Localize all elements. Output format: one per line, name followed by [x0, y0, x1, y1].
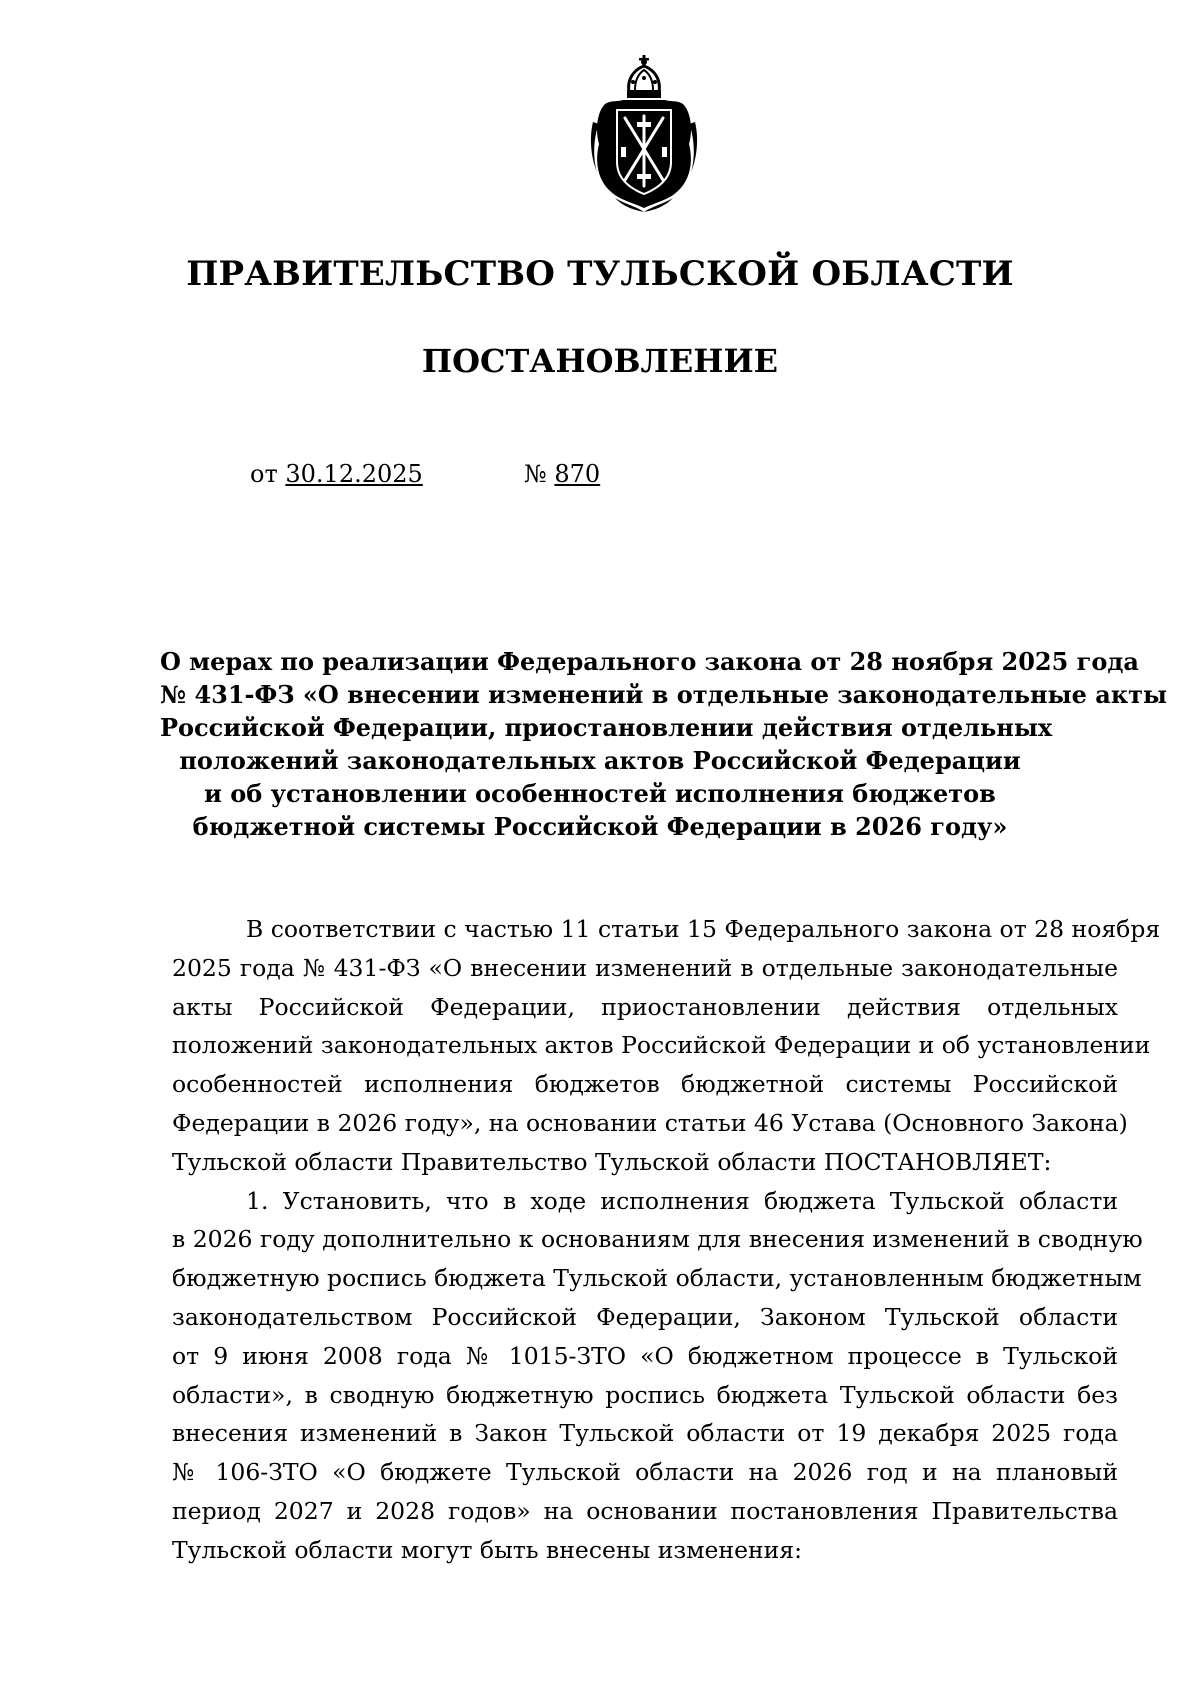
- body-line: В соответствии с частью 11 статьи 15 Федерального закона от 28 ноября: [246, 915, 1161, 943]
- document-subject: [160, 645, 1168, 843]
- body-line: Тульской области Правительство Тульской области ПОСТАНОВЛЯЕТ:: [172, 1147, 1052, 1176]
- body-line: особенностей исполнения бюджетов бюджетной системы Российской: [172, 1070, 1118, 1099]
- document-body: [172, 910, 1161, 1570]
- body-line: бюджетную роспись бюджета Тульской области, установленным бюджетным: [172, 1264, 1142, 1293]
- document-type: ПОСТАНОВЛЕНИЕ: [421, 342, 779, 380]
- body-line: Тульской области могут быть внесены изменения:: [172, 1535, 803, 1564]
- body-line: акты Российской Федерации, приостановлении действия отдельных: [172, 992, 1118, 1021]
- body-line: в 2026 году дополнительно к основаниям для внесения изменений в сводную: [172, 1225, 1143, 1254]
- body-line: положений законодательных актов Российской Федерации и об установлении: [172, 1031, 1151, 1060]
- number-prefix: №: [524, 460, 547, 488]
- document-number: [524, 460, 600, 488]
- tula-coat-of-arms-icon: [585, 52, 703, 212]
- body-line: от 9 июня 2008 года № 1015-ЗТО «О бюджетном процессе в Тульской: [172, 1341, 1118, 1370]
- body-line: законодательством Российской Федерации, Законом Тульской области: [172, 1302, 1118, 1331]
- subject-line: Российской Федерации, приостановлении действия отдельных: [160, 713, 1053, 742]
- body-line: 2025 года № 431-ФЗ «О внесении изменений в отдельные законодательные: [172, 953, 1118, 982]
- subject-line: бюджетной системы Российской Федерации в 2026 году»: [192, 812, 1008, 841]
- body-line: Федерации в 2026 году», на основании статьи 46 Устава (Основного Закона): [172, 1108, 1128, 1137]
- clause-1-paragraph: [172, 1182, 1143, 1570]
- document-date: [250, 460, 423, 488]
- date-prefix: от: [250, 460, 278, 488]
- subject-line: № 431-ФЗ «О внесении изменений в отдельные законодательные акты: [160, 680, 1168, 709]
- preamble-paragraph: [172, 910, 1161, 1182]
- subject-line: и об установлении особенностей исполнения бюджетов: [204, 779, 996, 808]
- government-title: ПРАВИТЕЛЬСТВО ТУЛЬСКОЙ ОБЛАСТИ: [186, 254, 1014, 294]
- body-line: период 2027 и 2028 годов» на основании постановления Правительства: [172, 1496, 1118, 1525]
- subject-line: положений законодательных актов Российской Федерации: [179, 746, 1021, 775]
- date-value: 30.12.2025: [285, 460, 423, 488]
- subject-line: О мерах по реализации Федерального закона от 28 ноября 2025 года: [160, 647, 1139, 676]
- body-line: внесения изменений в Закон Тульской области от 19 декабря 2025 года: [172, 1419, 1118, 1448]
- number-value: 870: [554, 460, 601, 488]
- body-line: 1. Установить, что в ходе исполнения бюджета Тульской области: [246, 1186, 1118, 1215]
- body-line: области», в сводную бюджетную роспись бюджета Тульской области без: [172, 1380, 1118, 1409]
- body-line: № 106-ЗТО «О бюджете Тульской области на 2026 год и на плановый: [172, 1458, 1118, 1487]
